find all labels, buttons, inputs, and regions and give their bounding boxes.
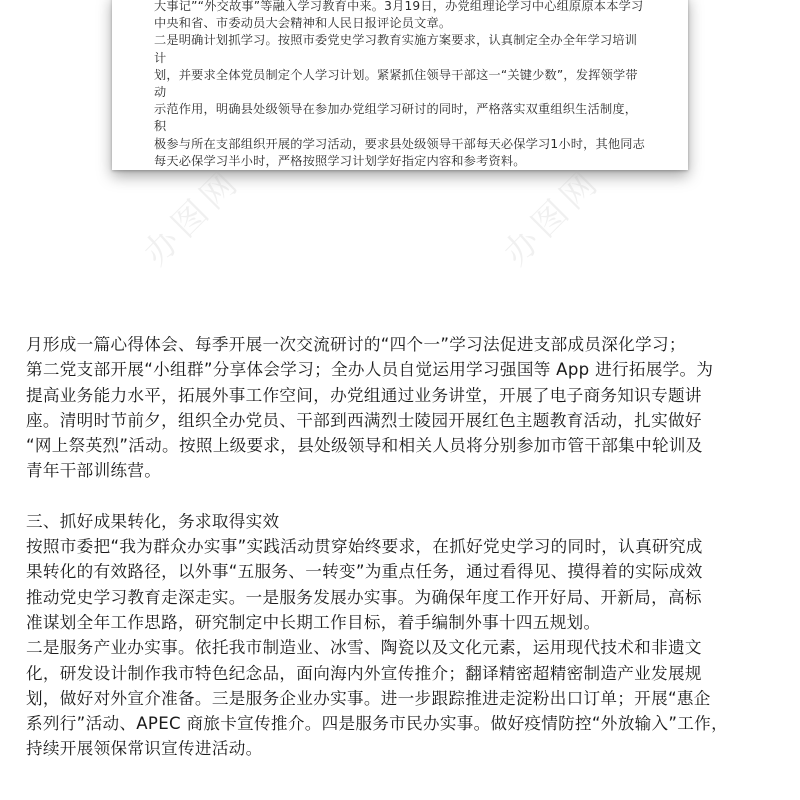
body-line: 持续开展领保常识宣传进活动。 — [26, 739, 263, 759]
body-line: 化，研发设计制作我市特色纪念品，面向海内外宣传推介；翻译精密超精密制造产业发展规 — [26, 663, 702, 683]
document-preview-text — [112, 0, 688, 170]
body-line: 系列行”活动、APEC 商旅卡宣传推介。四是服务市民办实事。做好疫情防控“外放输入”工作， — [26, 714, 728, 734]
preview-line: 大事记”“外交故事”等融入学习教育中来。3月19日，办党组理论学习中心组原原本本学习 — [154, 0, 644, 13]
document-preview-card — [112, 0, 688, 170]
watermark-right: 办图网 — [495, 160, 610, 274]
watermark-left: 办图网 — [135, 160, 250, 274]
preview-line: 划，并要求全体党员制定个人学习计划。紧紧抓住领导干部这一“关键少数”，发挥领学带动 — [154, 67, 638, 100]
body-line: 第二党支部开展“小组群”分享体会学习；全办人员自觉运用学习强国等 App 进行拓展学。为 — [26, 360, 714, 380]
section-heading: 三、抓好成果转化，务求取得实效 — [26, 511, 280, 531]
body-line: 划，做好对外宣介准备。三是服务企业办实事。进一步跟踪推进走淀粉出口订单；开展“惠企 — [26, 688, 711, 708]
preview-line: 示范作用，明确县处级领导在参加办党组学习研讨的同时，严格落实双重组织生活制度，积 — [154, 102, 638, 134]
preview-line: 极参与所在支部组织开展的学习活动，要求县处级领导干部每天必保学习1小时，其他同志 — [154, 136, 646, 151]
body-line: 按照市委把“我为群众办实事”实践活动贯穿始终要求，在抓好党史学习的同时，认真研究成 — [26, 537, 703, 557]
body-line: 准谋划全年工作思路，研究制定中长期工作目标，着手编制外事十四五规划。 — [26, 612, 601, 632]
body-line: 提高业务能力水平，拓展外事工作空间，办党组通过业务讲堂，开展了电子商务知识专题讲 — [26, 385, 702, 405]
body-line: 推动党史学习教育走深走实。一是服务发展办实事。为确保年度工作开好局、开新局，高标 — [26, 587, 702, 607]
body-line: “网上祭英烈”活动。按照上级要求，县处级领导和相关人员将分别参加市管干部集中轮训及 — [26, 436, 703, 456]
body-line: 青年干部训练营。 — [26, 461, 162, 481]
body-line: 二是服务产业办实事。依托我市制造业、冰雪、陶瓷以及文化元素，运用现代技术和非遗文 — [26, 638, 702, 658]
body-line: 座。清明时节前夕，组织全办党员、干部到西满烈士陵园开展红色主题教育活动，扎实做好 — [26, 410, 702, 430]
body-line: 果转化的有效路径，以外事“五服务、一转变”为重点任务，通过看得见、摸得着的实际成效 — [26, 562, 703, 582]
preview-line: 每天必保学习半小时，严格按照学习计划学好指定内容和参考资料。 — [154, 153, 526, 168]
preview-line: 二是明确计划抓学习。按照市委党史学习教育实施方案要求，认真制定全办全年学习培训计 — [154, 33, 638, 65]
paragraph-gap — [26, 484, 778, 509]
body-line: 月形成一篇心得体会、每季开展一次交流研讨的“四个一”学习法促进支部成员深化学习； — [26, 335, 686, 354]
preview-line: 中央和省、市委动员大会精神和人民日报评论员文章。 — [154, 16, 452, 31]
main-body-text — [26, 332, 778, 762]
